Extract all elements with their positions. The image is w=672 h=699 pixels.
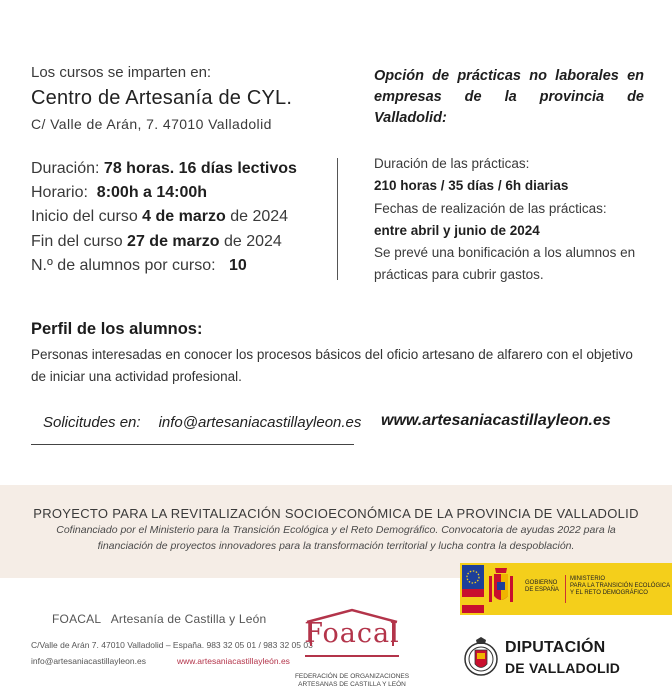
end-year: de 2024	[219, 232, 282, 250]
students-label: N.º de alumnos por curso:	[31, 256, 229, 274]
schedule-value: 8:00h a 14:00h	[96, 184, 208, 202]
profile-title: Perfil de los alumnos:	[31, 320, 203, 338]
requests-label: Solicitudes en:	[43, 414, 141, 431]
foacal-logo-sub1: FEDERACIÓN DE ORGANIZACIONES	[294, 673, 410, 680]
practices-dates-value: entre abril y junio de 2024	[374, 222, 540, 238]
gov-separator	[565, 575, 566, 603]
foacal-org-name: FOACAL Artesanía de Castilla y León	[52, 612, 267, 626]
students-line	[31, 254, 297, 278]
schedule-label: Horario:	[31, 184, 97, 202]
ministry-line3: Y EL RETO DEMOGRÁFICO	[570, 590, 648, 596]
practices-bonus-line1: Se prevé una bonificación a los alumnos en	[374, 245, 636, 261]
foacal-logo-sub2: ARTESANAS DE CASTILLA Y LEÓN	[298, 681, 406, 688]
practices-info	[374, 153, 654, 287]
end-value: 27 de marzo	[127, 232, 220, 250]
requests-line	[43, 414, 361, 431]
diputacion-line2: DE VALLADOLID	[505, 660, 621, 676]
start-year: de 2024	[225, 208, 289, 226]
requests-email-link[interactable]: info@artesaniacastillayleon.es	[158, 414, 362, 431]
practices-bonus-line2: prácticas para cubrir gastos.	[374, 267, 544, 283]
schedule-line	[31, 181, 297, 205]
start-label: Inicio del curso	[31, 208, 143, 226]
requests-underline	[31, 444, 354, 445]
duration-line	[31, 157, 297, 181]
ministry-line1: MINISTERIO	[570, 576, 606, 582]
gov-line1: GOBIERNO	[525, 580, 558, 586]
project-title: PROYECTO PARA LA REVITALIZACIÓN SOCIOECONÓMICA DE LA PROVINCIA DE VALLADOLID	[33, 506, 639, 521]
duration-value: 78 horas. 16 días lectivos	[103, 160, 297, 177]
website-link[interactable]: www.artesaniacastillayleon.es	[381, 412, 611, 429]
diputacion-seal-icon	[463, 636, 499, 682]
course-info	[31, 157, 297, 278]
eu-spain-flag-icon	[462, 565, 484, 613]
practices-duration-value: 210 horas / 35 días / 6h diarias	[374, 178, 569, 194]
venue-address: C/ Valle de Arán, 7. 47010 Valladolid	[31, 116, 272, 132]
column-divider	[337, 158, 338, 280]
start-line	[31, 205, 297, 229]
diputacion-line1: DIPUTACIÓN	[505, 639, 606, 656]
start-value: 4 de marzo	[142, 208, 226, 226]
venue-intro: Los cursos se imparten en:	[31, 64, 212, 81]
ministry-text	[570, 576, 670, 597]
foacal-address: C/Valle de Arán 7. 47010 Valladolid – España. 983 32 05 01 / 983 32 05 03	[31, 640, 313, 650]
venue-name: Centro de Artesanía de CYL.	[31, 87, 293, 109]
duration-label: Duración:	[31, 160, 104, 177]
end-line	[31, 230, 297, 254]
ministry-line2: PARA LA TRANSICIÓN ECOLÓGICA	[570, 583, 671, 589]
profile-text: Personas interesadas en conocer los procesos básicos del oficio artesano de alfarero con el objetivo de iniciar una actividad profesional.	[31, 347, 633, 384]
practices-dates-label: Fechas de realización de las prácticas:	[374, 200, 607, 216]
gov-line2: DE ESPAÑA	[525, 587, 559, 593]
project-text: Cofinanciado por el Ministerio para la Transición Ecológica y el Reto Demográfico. Convocatoria de ayudas 2022 para la financiación de proyectos innovadores para la transformación territorial y lucha contra la despoblación.	[56, 524, 616, 552]
end-label: Fin del curso	[31, 232, 128, 250]
spain-coat-of-arms-icon	[487, 566, 515, 611]
gobierno-espana-text	[525, 580, 559, 594]
practices-duration-label: Duración de las prácticas:	[374, 156, 530, 171]
foacal-website-link[interactable]: www.artesaniacastillayleón.es	[177, 656, 290, 666]
practices-title: Opción de prácticas no laborales en empresas de la provincia de Valladolid:	[374, 68, 644, 126]
students-value: 10	[228, 256, 247, 274]
foacal-logo-word: Foacal	[304, 618, 400, 649]
foacal-email-link[interactable]: info@artesaniacastillayleon.es	[31, 656, 146, 666]
